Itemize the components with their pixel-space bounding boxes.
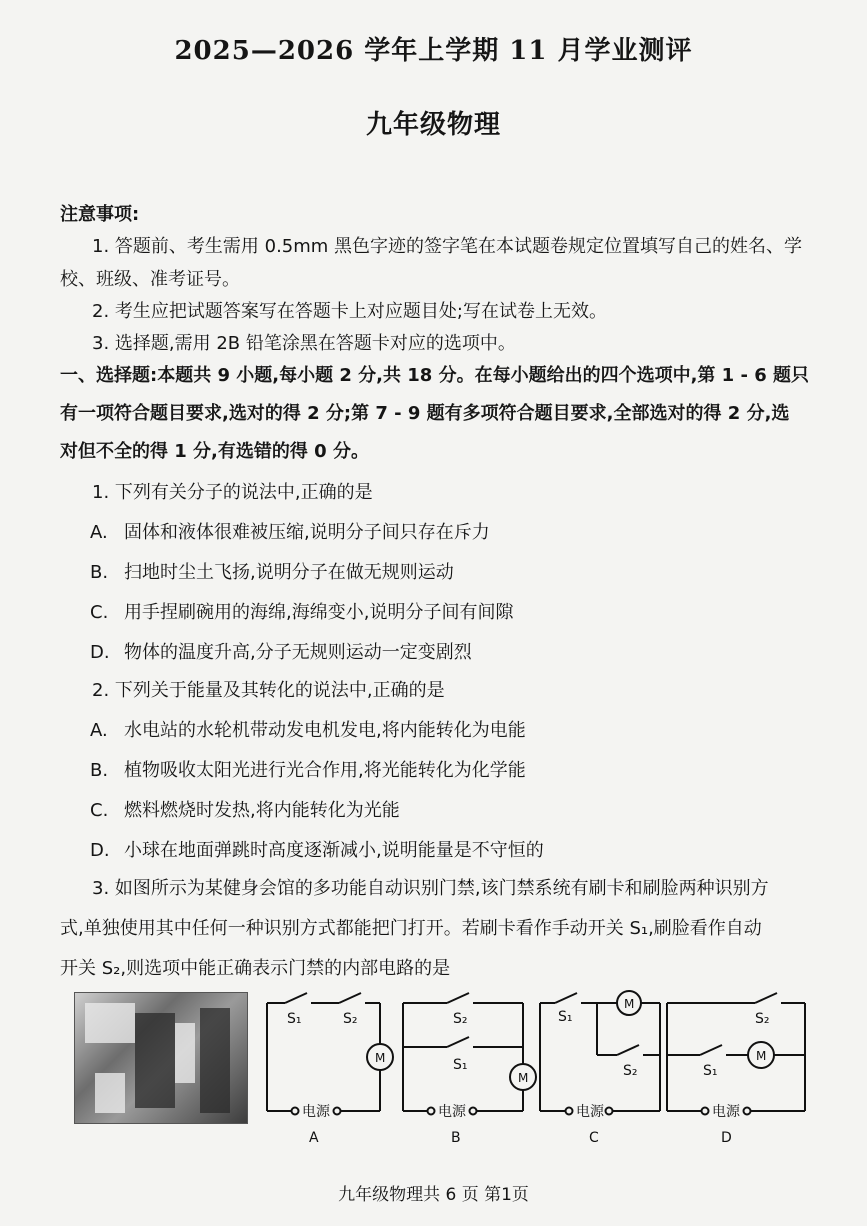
notice-item-3: 3. 选择题,需用 2B 铅笔涂黑在答题卡对应的选项中。 — [92, 333, 516, 354]
circuit-d — [667, 993, 805, 1115]
page-footer: 九年级物理共 6 页 第1页 — [338, 1185, 529, 1205]
access-gate-photo — [74, 992, 248, 1124]
option-letter: D. — [90, 642, 110, 663]
label-option: B — [451, 1130, 461, 1146]
question-2-option-c — [90, 796, 400, 822]
option-letter: A. — [90, 522, 108, 543]
option-letter: B. — [90, 562, 109, 583]
label-motor: M — [624, 997, 635, 1011]
option-letter: B. — [90, 760, 109, 781]
question-1-option-d — [90, 638, 472, 664]
label-option: A — [309, 1130, 319, 1146]
label-s1: S₁ — [558, 1009, 573, 1025]
label-s2: S₂ — [343, 1011, 358, 1027]
option-letter: A. — [90, 720, 108, 741]
label-motor: M — [756, 1049, 767, 1063]
circuit-b — [403, 993, 536, 1115]
option-text: 用手捏刷碗用的海绵,海绵变小,说明分子间有间隙 — [124, 602, 514, 623]
label-power: 电源 — [302, 1104, 330, 1120]
option-letter: C. — [90, 602, 109, 623]
label-option: C — [589, 1130, 599, 1146]
question-1-option-c — [90, 598, 513, 624]
label-s2: S₂ — [623, 1063, 638, 1079]
label-s1: S₁ — [287, 1011, 302, 1027]
question-3-stem-1: 3. 如图所示为某健身会馆的多功能自动识别门禁,该门禁系统有刷卡和刷脸两种识别方 — [92, 878, 769, 899]
option-text: 固体和液体很难被压缩,说明分子间只存在斥力 — [124, 522, 490, 543]
question-3-stem-3: 开关 S₂,则选项中能正确表示门禁的内部电路的是 — [60, 958, 451, 979]
label-motor: M — [375, 1051, 386, 1065]
option-text: 物体的温度升高,分子无规则运动一定变剧烈 — [124, 642, 472, 663]
exam-title: 2025—2026 学年上学期 11 月学业测评 — [174, 36, 693, 66]
question-1-stem: 1. 下列有关分子的说法中,正确的是 — [92, 482, 373, 503]
question-2-option-b — [90, 756, 526, 782]
section-instructions-2: 有一项符合题目要求,选对的得 2 分;第 7 - 9 题有多项符合题目要求,全部选对的得 2 分,选 — [60, 403, 790, 424]
label-motor: M — [518, 1071, 529, 1085]
option-letter: D. — [90, 840, 110, 861]
notice-item-1-cont: 校、班级、准考证号。 — [60, 269, 240, 290]
section-instructions-1: 一、选择题:本题共 9 小题,每小题 2 分,共 18 分。在每小题给出的四个选项中,第 1 - 6 题只 — [60, 365, 809, 386]
notice-item-2: 2. 考生应把试题答案写在答题卡上对应题目处;写在试卷上无效。 — [92, 301, 607, 322]
notice-heading: 注意事项: — [60, 204, 140, 225]
option-text: 小球在地面弹跳时高度逐渐减小,说明能量是不守恒的 — [124, 840, 544, 861]
option-text: 燃料燃烧时发热,将内能转化为光能 — [124, 800, 400, 821]
question-2-option-d — [90, 836, 544, 862]
label-s2: S₂ — [453, 1011, 468, 1027]
circuit-options-figure — [255, 985, 825, 1150]
option-text: 水电站的水轮机带动发电机发电,将内能转化为电能 — [124, 720, 526, 741]
option-letter: C. — [90, 800, 109, 821]
question-3-stem-2: 式,单独使用其中任何一种识别方式都能把门打开。若刷卡看作手动开关 S₁,刷脸看作自动 — [60, 918, 762, 939]
exam-subject: 九年级物理 — [365, 110, 501, 140]
option-text: 扫地时尘土飞扬,说明分子在做无规则运动 — [124, 562, 454, 583]
label-s1: S₁ — [453, 1057, 468, 1073]
label-power: 电源 — [438, 1104, 466, 1120]
label-s1: S₁ — [703, 1063, 718, 1079]
question-1-option-b — [90, 558, 454, 584]
question-2-option-a — [90, 716, 526, 742]
label-option: D — [721, 1130, 732, 1146]
label-s2: S₂ — [755, 1011, 770, 1027]
section-instructions-3: 对但不全的得 1 分,有选错的得 0 分。 — [60, 441, 369, 462]
label-power: 电源 — [712, 1104, 740, 1120]
option-text: 植物吸收太阳光进行光合作用,将光能转化为化学能 — [124, 760, 526, 781]
question-1-option-a — [90, 518, 490, 544]
question-2-stem: 2. 下列关于能量及其转化的说法中,正确的是 — [92, 680, 445, 701]
notice-item-1: 1. 答题前、考生需用 0.5mm 黑色字迹的签字笔在本试题卷规定位置填写自己的姓名、学 — [92, 236, 803, 257]
label-power: 电源 — [576, 1104, 604, 1120]
